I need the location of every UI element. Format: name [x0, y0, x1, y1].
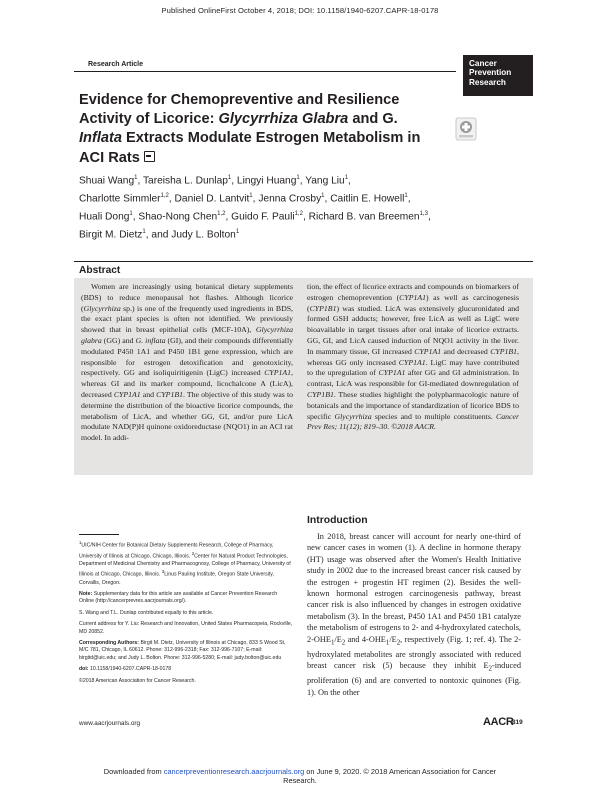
footer-url-link[interactable]: www.aacrjournals.org — [79, 720, 141, 727]
author-name: Jenna Crosby — [258, 193, 322, 205]
download-notice: Downloaded from cancerpreventionresearch.aacrjournals.org on June 9, 2020. © 2018 American Association for Cancer Research. — [103, 767, 497, 785]
abstract-heading: Abstract — [79, 265, 121, 276]
author-affiliation-mark: 1 — [344, 175, 349, 181]
article-title — [79, 91, 439, 168]
equal-contribution-note: S. Wang and T.L. Dunlap contributed equally to this article. — [79, 609, 214, 616]
author-affiliation-mark: 1,2 — [217, 210, 226, 217]
page-number: 819 — [512, 719, 523, 726]
journal-logo-line: Research — [469, 77, 506, 87]
author-name: Daniel D. Lantvit — [174, 193, 250, 205]
author-affiliation-mark: 1 — [249, 192, 253, 199]
download-source-link[interactable]: cancerpreventionresearch.aacrjournals.org — [163, 767, 305, 776]
title-species: Glycyrrhiza Glabra — [218, 111, 349, 128]
introduction-text: In 2018, breast cancer will account for nearly one-third of new cancer cases in women (1). A decline in hormone therapy (HT) usage was observed after the Women's Health Initiative study in 2002 due to the increased breast cancer risk caused by the estrogen + progestin HT regimen (2). Besides the well-known hormonal estrogen carcinogenesis pathway, breast cancer risk is also influenced by changes in estrogen oxidative metabolism (3). In the breast, P450 1A1 and P450 1B1 catalyze the metabolism of estrogens to 2- and 4-hydroxylated catechols, $2-OHE_1/E_2$ and $4-OHE_1/E_2$, respectively (Fig. 1; ref. 4). The 2-hydroxylated metabolites are strongly associated with reduced breast cancer risk (5) because they inhibit $E_2$-induced proliferation (6) and are converted to nontoxic quinones (Fig. 1). On the other — [307, 532, 522, 697]
footnotes — [79, 534, 293, 689]
supplementary-data-icon[interactable] — [144, 151, 155, 162]
title-text: and G. — [348, 111, 398, 128]
title-text: Evidence for Chemopreventive and Resilience Activity of Licorice: — [79, 92, 400, 128]
author-affiliation-mark: 1 — [235, 228, 240, 235]
author-affiliation-mark: 1 — [227, 175, 232, 181]
author-name: Shuai Wang — [79, 175, 135, 187]
author-affiliation-mark: 1,2 — [294, 210, 303, 217]
doi-note[interactable]: doi: 10.1158/1940-6207.CAPR-18-0178 — [79, 666, 172, 673]
author-name: Tareisha L. Dunlap — [142, 175, 228, 187]
author-name: Charlotte Simmler — [79, 193, 161, 205]
author-affiliation-mark: 1 — [404, 192, 408, 199]
crossmark-icon[interactable] — [455, 117, 477, 141]
author-name: Caitlin E. Howell — [330, 193, 405, 205]
abstract-column-1: Women are increasingly using botanical dietary supplements (BDS) to reduce menopausal hot flashes. Although licorice (Glycyrrhiza sp.) is one of the frequently used ingredients in BDS, the exact plant species is often not identified. We previously showed that in breast epithelial cells (MCF-10A), Glycyrrhiza glabra (GG) and G. inflata (GI), and their compounds differentially modulated P450 1A1 and P450 1B1 gene expression, which are responsible for estrogen detoxification and genotoxicity, respectively. GG and isoliquiritigenin (LigC) increased CYP1A1, whereas GI and its marker compound, licochalcone A (LicA), decreased CYP1A1 and CYP1B1. The objective of this study was to determine the distribution of the bioactive licorice compounds, the metabolism of LicA, and whether GG, GI, and/or pure LicA modulate NAD(P)H quinone oxidoreductase (NQO1) in an ACI rat model. In addi- — [81, 282, 294, 443]
introduction-heading: Introduction — [307, 515, 368, 526]
article-type: Research Article — [88, 61, 143, 68]
abstract-top-rule — [74, 261, 533, 262]
author-name: Lingyi Huang — [236, 175, 297, 187]
journal-logo[interactable] — [463, 55, 533, 96]
author-affiliation-mark: 1 — [321, 192, 325, 199]
author-name: Judy L. Bolton — [171, 229, 236, 241]
published-online-line: Published OnlineFirst October 4, 2018; DOI: 10.1158/1940-6207.CAPR-18-0178 — [161, 6, 439, 15]
author-affiliation-mark: 1,3 — [419, 210, 428, 217]
author-affiliation-mark: 1 — [134, 175, 138, 181]
current-address-note: Current address for Y. Liu: Research and Innovation, United States Pharmacopeia, Rockville, MD 20852. — [79, 621, 293, 635]
author-name: Guido F. Pauli — [231, 211, 295, 223]
journal-logo-line: Cancer — [469, 59, 497, 68]
author-affiliation-mark: 1 — [296, 175, 300, 181]
title-text: Extracts Modulate Estrogen Metabolism in ACI Rats — [79, 130, 421, 166]
aacr-logo: AACR — [483, 716, 514, 728]
title-species: Inflata — [79, 130, 122, 147]
abstract-column-2: tion, the effect of licorice extracts and compounds on biomarkers of estrogen chemoprevention (CYP1A1) as well as carcinogenesis (CYP1B1) was studied. LicA was extensively glucuronidated and formed GSH adducts; however, free LicA as well as LigC were bioavailable in target tissues after oral intake of licorice extracts. GG, GI, and LicA caused induction of NQO1 activity in the liver. In mammary tissue, GI increased CYP1A1 and decreased CYP1B1, whereas GG only increased CYP1A1. LigC may have contributed to the upregulation of CYP1A1 after GG and GI administration. In contrast, LicA was responsible for GI-mediated downregulation of CYP1B1. These studies highlight the polypharmacologic nature of botanicals and the importance of standardization of licorice BDS to specific Glycyrrhiza species and to multiple constituents. Cancer Prev Res; 11(12); 819–30. ©2018 AACR. — [307, 282, 519, 432]
author-affiliation-mark: 1 — [142, 228, 146, 235]
author-name: Huali Dong — [79, 211, 130, 223]
author-name: Shao-Nong Chen — [138, 211, 218, 223]
author-name: Richard B. van Breemen — [308, 211, 420, 223]
corresponding-authors: Corresponding Authors: Birgit M. Dietz, University of Illinois at Chicago, 833 S Wood St, M/C 781, Chicago, IL 60612. Phone: 312-996-2318; Fax: 312-996-7107; E-mail: birgitd@uic.edu; and Judy L. Bolton. Phone: 312-996-5280; E-mail: judy.bolton@uic.edu — [79, 640, 286, 661]
supplementary-note: Note: Supplementary data for this article are available at Cancer Prevention Research Online (http://cancerprevres.aacrjournals.org/). — [79, 591, 278, 605]
copyright-note: ©2018 American Association for Cancer Research. — [79, 677, 196, 684]
author-affiliation-mark: 1,2 — [160, 192, 169, 199]
author-affiliation-mark: 1 — [129, 210, 133, 217]
author-name: Yang Liu — [305, 175, 345, 187]
author-name: Birgit M. Dietz — [79, 229, 143, 241]
footnote-rule — [79, 534, 119, 535]
affiliations: $^1$UIC/NIH Center for Botanical Dietary Supplements Research, College of Pharmacy, University of Illinois at Chicago, Chicago, Illinois. $^2$Center for Natural Product Technologies, Department of Medicinal Chemistry and Pharmacognosy, College of Pharmacy, University of Illinois at Chicago, Chicago, Illinois. $^3$Linus Pauling Institute, Oregon State University, Corvallis, Oregon. — [79, 539, 291, 586]
author-list: Shuai Wang$^1$, Tareisha L. Dunlap$^1$, Lingyi Huang$^1$, Yang Liu$^1$, Charlotte Simmler$^{1,2}$, Daniel D. Lantvit$^1$, Jenna Crosby$^1$, Caitlin E. Howell$^1$, Huali Dong$^1$, Shao-Nong Chen$^{1,2}$, Guido F. Pauli$^{1,2}$, Richard B. van Breemen$^{1,3}$, Birgit M. Dietz$^1$, and Judy L. Bolton$^1$ — [79, 175, 431, 241]
abstract-citation: Cancer Prev Res; 11(12); 819–30. ©2018 AACR. — [307, 411, 519, 432]
journal-logo-line: Prevention — [469, 68, 512, 78]
